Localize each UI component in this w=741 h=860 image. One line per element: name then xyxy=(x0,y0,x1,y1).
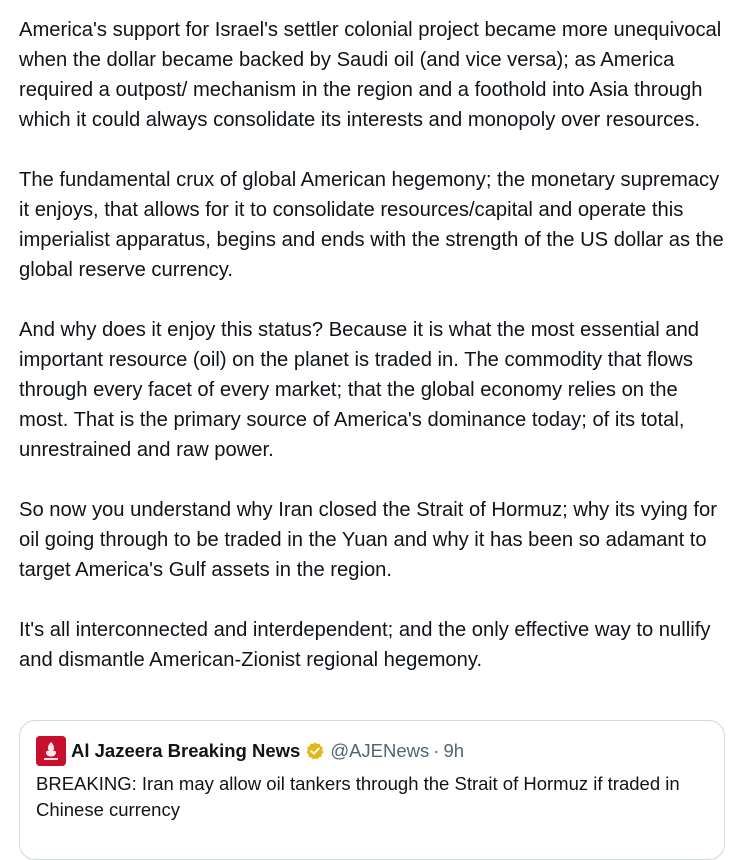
quoted-tweet-card[interactable] xyxy=(19,720,725,860)
quoted-tweet-header xyxy=(36,738,464,764)
al-jazeera-logo-icon[interactable] xyxy=(36,736,66,766)
quoted-author-name[interactable]: Al Jazeera Breaking News xyxy=(71,740,301,761)
quoted-author-handle[interactable]: @AJENews xyxy=(330,740,430,761)
tweet-paragraph-3: And why does it enjoy this status? Because it is what the most essential and important resource (oil) on the planet is traded in. The commodity that flows through every facet of every market; that the global economy relies on the most. That is the primary source of America's dominance today; of its total, unrestrained and raw power. xyxy=(19,319,700,461)
quoted-tweet-time[interactable]: 9h xyxy=(443,740,465,761)
header-separator: · xyxy=(433,740,440,761)
tweet-paragraph-1: America's support for Israel's settler colonial project became more unequivocal when the dollar became backed by Saudi oil (and vice versa); as America required a outpost/ mechanism in the region and a foothold into Asia through which it could always consolidate its interests and monopoly over resources. xyxy=(19,19,722,131)
tweet-paragraph-5: It's all interconnected and interdependent; and the only effective way to nullify and dismantle American-Zionist regional hegemony. xyxy=(19,619,711,671)
quoted-tweet-text: BREAKING: Iran may allow oil tankers through the Strait of Hormuz if traded in Chinese currency xyxy=(36,773,680,820)
tweet-paragraph-4: So now you understand why Iran closed the Strait of Hormuz; why its vying for oil going through to be traded in the Yuan and why it has been so adamant to target America's Gulf assets in the region. xyxy=(19,499,717,581)
gold-verified-badge-icon xyxy=(305,741,325,761)
tweet-text xyxy=(19,15,731,675)
tweet-paragraph-2: The fundamental crux of global American hegemony; the monetary supremacy it enjoys, that allows for it to consolidate resources/capital and operate this imperialist apparatus, begins and ends with the strength of the US dollar as the global reserve currency. xyxy=(19,169,724,281)
